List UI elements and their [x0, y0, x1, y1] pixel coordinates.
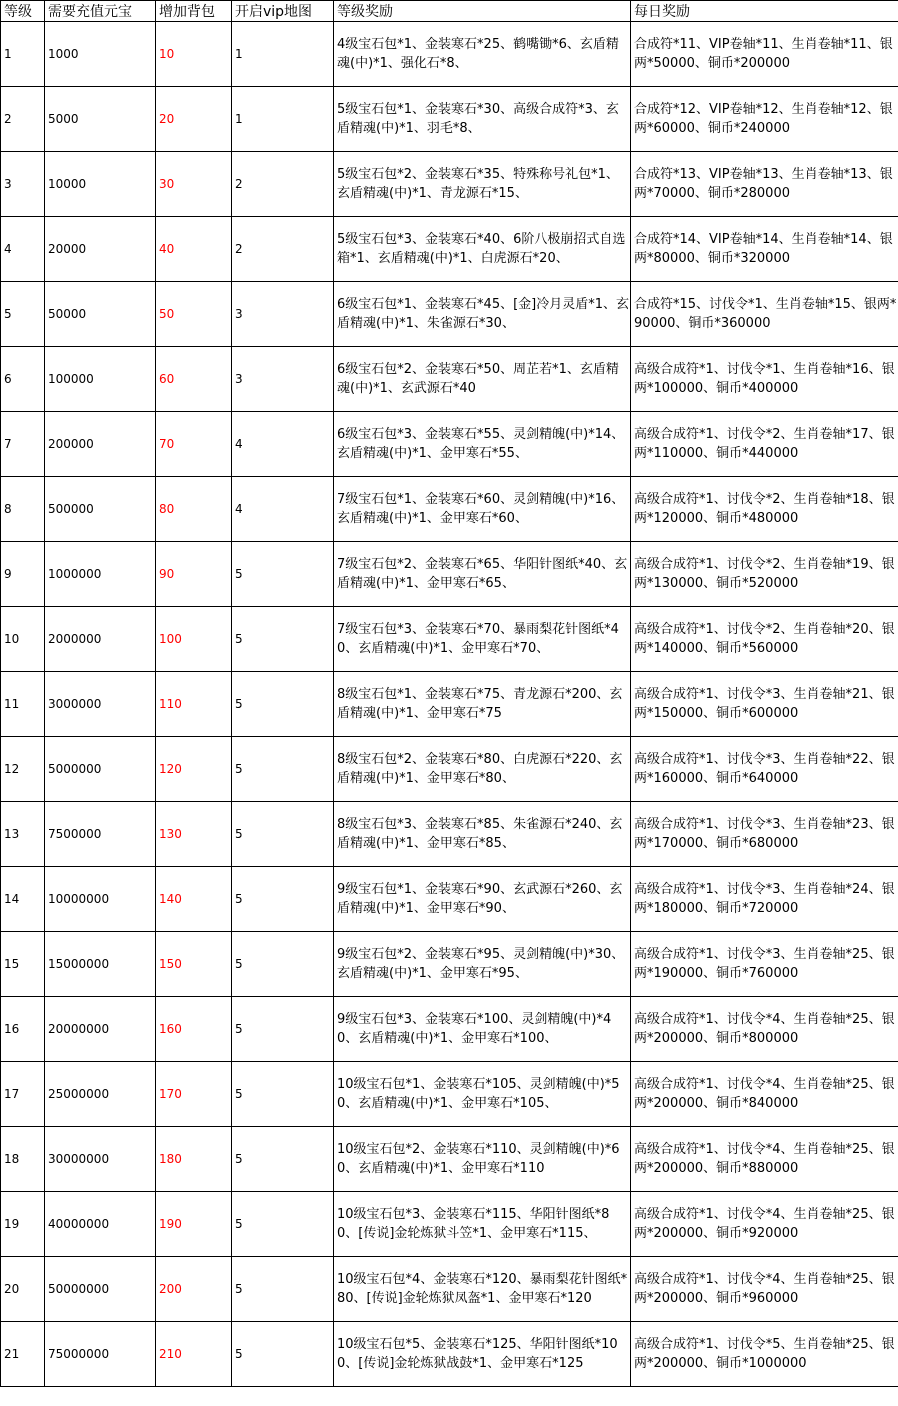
cell-level: 4 — [1, 217, 45, 282]
cell-required-ingot: 50000000 — [45, 1257, 156, 1322]
cell-bag-increase: 200 — [156, 1257, 232, 1322]
cell-daily-reward: 高级合成符*1、讨伐令*3、生肖卷轴*21、银两*150000、铜币*600000 — [631, 672, 898, 737]
cell-vip-map: 5 — [232, 737, 334, 802]
cell-required-ingot: 2000000 — [45, 607, 156, 672]
cell-bag-increase: 110 — [156, 672, 232, 737]
cell-level: 21 — [1, 1322, 45, 1387]
table-row — [1, 932, 898, 997]
cell-required-ingot: 200000 — [45, 412, 156, 477]
table-row — [1, 607, 898, 672]
cell-required-ingot: 500000 — [45, 477, 156, 542]
cell-vip-map: 5 — [232, 1257, 334, 1322]
cell-daily-reward: 合成符*11、VIP卷轴*11、生肖卷轴*11、银两*50000、铜币*200000 — [631, 22, 898, 87]
cell-level-reward: 5级宝石包*1、金装寒石*30、高级合成符*3、玄盾精魂(中)*1、羽毛*8、 — [334, 87, 631, 152]
table-row — [1, 1062, 898, 1127]
cell-bag-increase: 120 — [156, 737, 232, 802]
cell-level: 15 — [1, 932, 45, 997]
cell-level: 6 — [1, 347, 45, 412]
header-daily-reward: 每日奖励 — [631, 1, 898, 22]
cell-level: 9 — [1, 542, 45, 607]
cell-required-ingot: 5000 — [45, 87, 156, 152]
cell-daily-reward: 高级合成符*1、讨伐令*5、生肖卷轴*25、银两*200000、铜币*1000000 — [631, 1322, 898, 1387]
cell-bag-increase: 20 — [156, 87, 232, 152]
cell-level-reward: 10级宝石包*5、金装寒石*125、华阳针图纸*100、[传说]金轮炼狱战鼓*1、金甲寒石*125 — [334, 1322, 631, 1387]
cell-required-ingot: 25000000 — [45, 1062, 156, 1127]
cell-level-reward: 6级宝石包*1、金装寒石*45、[金]冷月灵盾*1、玄盾精魂(中)*1、朱雀源石*30、 — [334, 282, 631, 347]
cell-daily-reward: 高级合成符*1、讨伐令*2、生肖卷轴*20、银两*140000、铜币*560000 — [631, 607, 898, 672]
cell-level-reward: 8级宝石包*1、金装寒石*75、青龙源石*200、玄盾精魂(中)*1、金甲寒石*75 — [334, 672, 631, 737]
header-bag: 增加背包 — [156, 1, 232, 22]
table-row — [1, 997, 898, 1062]
cell-vip-map: 5 — [232, 867, 334, 932]
cell-level-reward: 8级宝石包*3、金装寒石*85、朱雀源石*240、玄盾精魂(中)*1、金甲寒石*85、 — [334, 802, 631, 867]
cell-required-ingot: 3000000 — [45, 672, 156, 737]
cell-level-reward: 9级宝石包*1、金装寒石*90、玄武源石*260、玄盾精魂(中)*1、金甲寒石*90、 — [334, 867, 631, 932]
cell-bag-increase: 150 — [156, 932, 232, 997]
cell-level-reward: 4级宝石包*1、金装寒石*25、鹤嘴锄*6、玄盾精魂(中)*1、强化石*8、 — [334, 22, 631, 87]
table-row — [1, 867, 898, 932]
cell-daily-reward: 高级合成符*1、讨伐令*2、生肖卷轴*19、银两*130000、铜币*520000 — [631, 542, 898, 607]
cell-level: 3 — [1, 152, 45, 217]
cell-daily-reward: 高级合成符*1、讨伐令*4、生肖卷轴*25、银两*200000、铜币*920000 — [631, 1192, 898, 1257]
cell-level: 18 — [1, 1127, 45, 1192]
table-row — [1, 217, 898, 282]
cell-required-ingot: 40000000 — [45, 1192, 156, 1257]
cell-level-reward: 9级宝石包*2、金装寒石*95、灵剑精魄(中)*30、玄盾精魂(中)*1、金甲寒石*95、 — [334, 932, 631, 997]
table-row — [1, 802, 898, 867]
table-row — [1, 412, 898, 477]
table-row — [1, 282, 898, 347]
cell-level: 8 — [1, 477, 45, 542]
cell-vip-map: 5 — [232, 1322, 334, 1387]
cell-bag-increase: 80 — [156, 477, 232, 542]
cell-level: 14 — [1, 867, 45, 932]
cell-vip-map: 5 — [232, 672, 334, 737]
header-level: 等级 — [1, 1, 45, 22]
cell-bag-increase: 60 — [156, 347, 232, 412]
cell-level-reward: 6级宝石包*2、金装寒石*50、周芷若*1、玄盾精魂(中)*1、玄武源石*40 — [334, 347, 631, 412]
table-row — [1, 477, 898, 542]
cell-required-ingot: 7500000 — [45, 802, 156, 867]
cell-bag-increase: 190 — [156, 1192, 232, 1257]
cell-bag-increase: 170 — [156, 1062, 232, 1127]
cell-vip-map: 5 — [232, 1127, 334, 1192]
cell-daily-reward: 合成符*13、VIP卷轴*13、生肖卷轴*13、银两*70000、铜币*280000 — [631, 152, 898, 217]
cell-level: 12 — [1, 737, 45, 802]
cell-daily-reward: 高级合成符*1、讨伐令*3、生肖卷轴*25、银两*190000、铜币*760000 — [631, 932, 898, 997]
cell-level: 10 — [1, 607, 45, 672]
cell-daily-reward: 高级合成符*1、讨伐令*3、生肖卷轴*23、银两*170000、铜币*680000 — [631, 802, 898, 867]
cell-level: 7 — [1, 412, 45, 477]
header-row — [1, 1, 898, 22]
cell-daily-reward: 合成符*15、讨伐令*1、生肖卷轴*15、银两*90000、铜币*360000 — [631, 282, 898, 347]
cell-vip-map: 3 — [232, 282, 334, 347]
cell-vip-map: 4 — [232, 477, 334, 542]
cell-daily-reward: 合成符*12、VIP卷轴*12、生肖卷轴*12、银两*60000、铜币*240000 — [631, 87, 898, 152]
cell-vip-map: 4 — [232, 412, 334, 477]
cell-bag-increase: 10 — [156, 22, 232, 87]
table-row — [1, 1257, 898, 1322]
cell-bag-increase: 50 — [156, 282, 232, 347]
cell-level-reward: 5级宝石包*2、金装寒石*35、特殊称号礼包*1、玄盾精魂(中)*1、青龙源石*15、 — [334, 152, 631, 217]
cell-vip-map: 5 — [232, 542, 334, 607]
cell-required-ingot: 5000000 — [45, 737, 156, 802]
cell-level: 17 — [1, 1062, 45, 1127]
cell-daily-reward: 高级合成符*1、讨伐令*3、生肖卷轴*22、银两*160000、铜币*640000 — [631, 737, 898, 802]
cell-bag-increase: 140 — [156, 867, 232, 932]
cell-daily-reward: 高级合成符*1、讨伐令*2、生肖卷轴*18、银两*120000、铜币*480000 — [631, 477, 898, 542]
cell-vip-map: 1 — [232, 87, 334, 152]
cell-daily-reward: 合成符*14、VIP卷轴*14、生肖卷轴*14、银两*80000、铜币*320000 — [631, 217, 898, 282]
table-row — [1, 1322, 898, 1387]
cell-level-reward: 8级宝石包*2、金装寒石*80、白虎源石*220、玄盾精魂(中)*1、金甲寒石*80、 — [334, 737, 631, 802]
table-row — [1, 737, 898, 802]
cell-daily-reward: 高级合成符*1、讨伐令*3、生肖卷轴*24、银两*180000、铜币*720000 — [631, 867, 898, 932]
cell-required-ingot: 10000 — [45, 152, 156, 217]
cell-level-reward: 10级宝石包*3、金装寒石*115、华阳针图纸*80、[传说]金轮炼狱斗笠*1、金甲寒石*115、 — [334, 1192, 631, 1257]
cell-vip-map: 2 — [232, 152, 334, 217]
cell-daily-reward: 高级合成符*1、讨伐令*4、生肖卷轴*25、银两*200000、铜币*960000 — [631, 1257, 898, 1322]
table-row — [1, 542, 898, 607]
cell-required-ingot: 20000 — [45, 217, 156, 282]
cell-daily-reward: 高级合成符*1、讨伐令*2、生肖卷轴*17、银两*110000、铜币*440000 — [631, 412, 898, 477]
cell-level-reward: 5级宝石包*3、金装寒石*40、6阶八极崩招式自选箱*1、玄盾精魂(中)*1、白虎源石*20、 — [334, 217, 631, 282]
cell-vip-map: 5 — [232, 1062, 334, 1127]
cell-daily-reward: 高级合成符*1、讨伐令*4、生肖卷轴*25、银两*200000、铜币*880000 — [631, 1127, 898, 1192]
table-row — [1, 87, 898, 152]
cell-vip-map: 5 — [232, 997, 334, 1062]
table-row — [1, 1127, 898, 1192]
table-row — [1, 672, 898, 737]
cell-vip-map: 2 — [232, 217, 334, 282]
cell-level: 11 — [1, 672, 45, 737]
cell-level: 1 — [1, 22, 45, 87]
cell-level-reward: 10级宝石包*2、金装寒石*110、灵剑精魄(中)*60、玄盾精魂(中)*1、金甲寒石*110 — [334, 1127, 631, 1192]
cell-level: 13 — [1, 802, 45, 867]
cell-daily-reward: 高级合成符*1、讨伐令*4、生肖卷轴*25、银两*200000、铜币*840000 — [631, 1062, 898, 1127]
cell-level: 5 — [1, 282, 45, 347]
cell-required-ingot: 1000000 — [45, 542, 156, 607]
table-body — [1, 22, 898, 1387]
cell-vip-map: 3 — [232, 347, 334, 412]
cell-required-ingot: 1000 — [45, 22, 156, 87]
cell-required-ingot: 15000000 — [45, 932, 156, 997]
table-row — [1, 347, 898, 412]
cell-level-reward: 10级宝石包*1、金装寒石*105、灵剑精魄(中)*50、玄盾精魂(中)*1、金甲寒石*105、 — [334, 1062, 631, 1127]
cell-bag-increase: 70 — [156, 412, 232, 477]
cell-bag-increase: 180 — [156, 1127, 232, 1192]
cell-required-ingot: 30000000 — [45, 1127, 156, 1192]
cell-level-reward: 7级宝石包*3、金装寒石*70、暴雨梨花针图纸*40、玄盾精魂(中)*1、金甲寒石*70、 — [334, 607, 631, 672]
header-vip-map: 开启vip地图 — [232, 1, 334, 22]
cell-bag-increase: 100 — [156, 607, 232, 672]
cell-level-reward: 7级宝石包*2、金装寒石*65、华阳针图纸*40、玄盾精魂(中)*1、金甲寒石*65、 — [334, 542, 631, 607]
cell-vip-map: 5 — [232, 607, 334, 672]
cell-level-reward: 10级宝石包*4、金装寒石*120、暴雨梨花针图纸*80、[传说]金轮炼狱凤盔*1、金甲寒石*120 — [334, 1257, 631, 1322]
cell-vip-map: 5 — [232, 932, 334, 997]
cell-bag-increase: 210 — [156, 1322, 232, 1387]
cell-daily-reward: 高级合成符*1、讨伐令*4、生肖卷轴*25、银两*200000、铜币*800000 — [631, 997, 898, 1062]
table-row — [1, 152, 898, 217]
cell-required-ingot: 20000000 — [45, 997, 156, 1062]
cell-vip-map: 5 — [232, 1192, 334, 1257]
cell-level: 2 — [1, 87, 45, 152]
header-ingot: 需要充值元宝 — [45, 1, 156, 22]
cell-level-reward: 6级宝石包*3、金装寒石*55、灵剑精魄(中)*14、玄盾精魂(中)*1、金甲寒石*55、 — [334, 412, 631, 477]
cell-level: 20 — [1, 1257, 45, 1322]
cell-level-reward: 7级宝石包*1、金装寒石*60、灵剑精魄(中)*16、玄盾精魂(中)*1、金甲寒石*60、 — [334, 477, 631, 542]
cell-vip-map: 5 — [232, 802, 334, 867]
cell-bag-increase: 90 — [156, 542, 232, 607]
cell-bag-increase: 160 — [156, 997, 232, 1062]
cell-level: 16 — [1, 997, 45, 1062]
table-row — [1, 1192, 898, 1257]
cell-required-ingot: 10000000 — [45, 867, 156, 932]
cell-required-ingot: 50000 — [45, 282, 156, 347]
cell-bag-increase: 130 — [156, 802, 232, 867]
cell-required-ingot: 75000000 — [45, 1322, 156, 1387]
cell-level-reward: 9级宝石包*3、金装寒石*100、灵剑精魄(中)*40、玄盾精魂(中)*1、金甲寒石*100、 — [334, 997, 631, 1062]
cell-required-ingot: 100000 — [45, 347, 156, 412]
cell-daily-reward: 高级合成符*1、讨伐令*1、生肖卷轴*16、银两*100000、铜币*400000 — [631, 347, 898, 412]
cell-bag-increase: 30 — [156, 152, 232, 217]
cell-vip-map: 1 — [232, 22, 334, 87]
table-row — [1, 22, 898, 87]
header-level-reward: 等级奖励 — [334, 1, 631, 22]
cell-bag-increase: 40 — [156, 217, 232, 282]
cell-level: 19 — [1, 1192, 45, 1257]
